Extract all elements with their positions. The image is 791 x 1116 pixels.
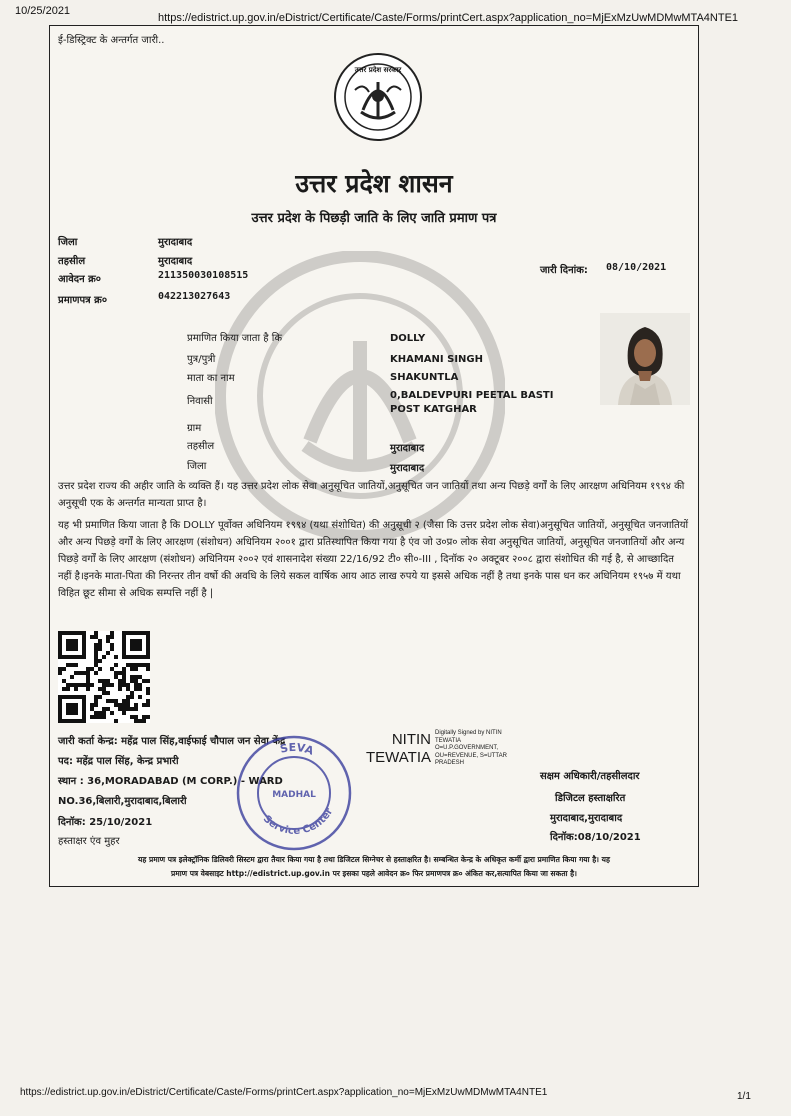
stamp-bottom-text: Service Center: [260, 806, 336, 837]
village-label: ग्राम: [187, 423, 202, 434]
certificate-number: 042213027643: [158, 291, 231, 302]
signature-seal-label: हस्ताक्षर एंव मुहर: [58, 836, 120, 847]
authority-title: सक्षम अधिकारी/तहसीलदार: [540, 771, 640, 782]
issuer-date: दिनॉक: 25/10/2021: [58, 817, 153, 828]
tehsil-value: मुरादाबाद: [158, 256, 193, 267]
svg-text:SEVA: [279, 741, 316, 758]
footnote-line2: प्रमाण पत्र वेबसाइट http://edistrict.up.gov.in पर इसका पहले आवेदन क्र० फिर प्रमाणपत्र क्र० अंकित कर,सत्यापित किया जा सकता है।: [170, 869, 578, 878]
application-label: आवेदन क्र०: [58, 274, 102, 285]
child-of-label: पुत्र/पुत्री: [187, 354, 216, 365]
authority-date: दिनॉक:08/10/2021: [550, 832, 641, 843]
gov-title: उत्तर प्रदेश शासन: [295, 169, 453, 198]
field-tehsil-value: मुरादाबाद: [390, 443, 425, 454]
field-district-label: जिला: [187, 461, 207, 472]
footnote-line1: यह प्रमाण पत्र इलेक्ट्रॉनिक डिलिवरी सिस्टम द्वारा तैयार किया गया है तथा डिजिटल सिग्नेचर से हस्ताक्षरित है। सम्बन्धित केन्द्र के अधिकृत कर्मी द्वारा प्रमाणित किया गया है। यह: [138, 855, 610, 864]
footer-url[interactable]: https://edistrict.up.gov.in/eDistrict/Certificate/Caste/Forms/printCert.aspx?application_no=MjExMzUwMDMwMTA4NTE1: [20, 1087, 548, 1098]
authority-place: मुरादाबाद,मुरादाबाद: [550, 813, 623, 824]
svg-text:Service Center: [261, 807, 336, 837]
issuer-center: जारी कर्ता केन्द्र: महेंद्र पाल सिंह,वाईफाई चौपाल जन सेवा केंद्र: [58, 736, 286, 747]
emblem-text: उत्तर प्रदेश सरकार: [354, 66, 402, 74]
resident-address-line1: 0,BALDEVPURI PEETAL BASTI: [390, 390, 554, 401]
applicant-name: DOLLY: [390, 333, 426, 344]
application-number: 211350030108515: [158, 270, 249, 281]
footer-page-number: 1/1: [737, 1091, 751, 1102]
field-tehsil-label: तहसील: [187, 441, 215, 452]
mother-name: SHAKUNTLA: [390, 372, 459, 383]
father-name: KHAMANI SINGH: [390, 354, 483, 365]
signer-name-1: NITIN: [391, 731, 431, 748]
stamp-top-text: SEVA: [278, 740, 316, 758]
service-center-stamp: [232, 731, 357, 856]
certificate-subtitle: उत्तर प्रदेश के पिछड़ी जाति के लिए जाति प्रमाण पत्र: [251, 211, 497, 226]
signer-name-2: TEWATIA: [366, 749, 431, 766]
top-note: ई-डिस्ट्रिक्ट के अन्तर्गत जारी..: [58, 35, 165, 46]
certificate-frame: [49, 25, 699, 887]
certify-label: प्रमाणित किया जाता है कि: [187, 333, 283, 344]
field-district-value: मुरादाबाद: [390, 463, 425, 474]
digital-signature-details: Digitally Signed by NITIN TEWATIA O=U.P.GOVERNMENT, OU=REVENUE, S=UTTAR PRADESH: [435, 730, 507, 766]
certificate-number-label: प्रमाणपत्र क्र०: [58, 295, 108, 306]
issuer-designation: पद: महेंद्र पाल सिंह, केन्द्र प्रभारी: [58, 756, 179, 767]
caste-paragraph: उत्तर प्रदेश राज्य की अहीर जाति के व्यक्ति हैं। यह उत्तर प्रदेश लोक सेवा अनुसूचित जातियों,अनुसूचित जन जातियों तथा अन्य पिछड़े वर्गों के लिए आरक्षण अधिनियम १९९४ की अनुसूची एक के अन्तर्गत मान्यता प्राप्त है।: [58, 481, 685, 509]
resident-label: निवासी: [187, 396, 213, 407]
applicant-photo: [600, 313, 690, 405]
issuer-ward: NO.36,बिलारी,मुरादाबाद,बिलारी: [58, 796, 187, 807]
print-date: 10/25/2021: [15, 5, 71, 17]
qr-code: [58, 631, 150, 723]
mother-label: माता का नाम: [187, 373, 235, 384]
district-label: जिला: [58, 237, 78, 248]
tehsil-label: तहसील: [58, 256, 86, 267]
district-value: मुरादाबाद: [158, 237, 193, 248]
authority-digital-sign: डिजिटल हस्ताक्षरित: [555, 793, 626, 804]
print-url[interactable]: https://edistrict.up.gov.in/eDistrict/Certificate/Caste/Forms/printCert.aspx?application_no=MjExMzUwMDMwMTA4NTE1: [158, 12, 739, 24]
issue-date-label: जारी दिनांक:: [540, 265, 588, 276]
resident-address-line2: POST KATGHAR: [390, 404, 477, 415]
issue-date-value: 08/10/2021: [606, 262, 667, 273]
creamy-layer-paragraph: यह भी प्रमाणित किया जाता है कि DOLLY पूर्वोक्त अधिनियम १९९४ (यथा संशोधित) की अनुसूची २ (जैसा कि उत्तर प्रदेश लोक सेवा)अनुसूचित जातियों, अनुसूचित जनजातियों और अन्य पिछड़े वर्गों के लिए आरक्षण (संशोधन) अधिनियम २००१ द्वारा प्रतिस्थापित किया गया है एंव जो उ०प्र० लोक सेवा अनुसूचित जातियों, अनुसूचित जनजातियों और अन्य पिछड़े वर्गों के लिए आरक्षण (संशोधन) अधिनियम २००२ एवं शासनादेश संख्या 22/16/92 टी० सी०-III , दिनॉक २० अक्टूबर २००८ द्वारा संशोधित की गई है, से आच्छादित नहीं है।इनके माता-पिता की निरन्तर तीन वर्षो की अवधि के लिये सकल वार्षिक आय आठ लाख रुपये या इससे अधिक नहीं है तथा इनके पास धन कर अधिनियम १९५७ में यथा विहित छूट सीमा से अधिक सम्पत्ति नहीं है |: [58, 520, 689, 599]
stamp-middle-text: MADHAL: [272, 790, 316, 800]
issuer-place: स्थान : 36,MORADABAD (M CORP.) - WARD: [58, 776, 283, 787]
